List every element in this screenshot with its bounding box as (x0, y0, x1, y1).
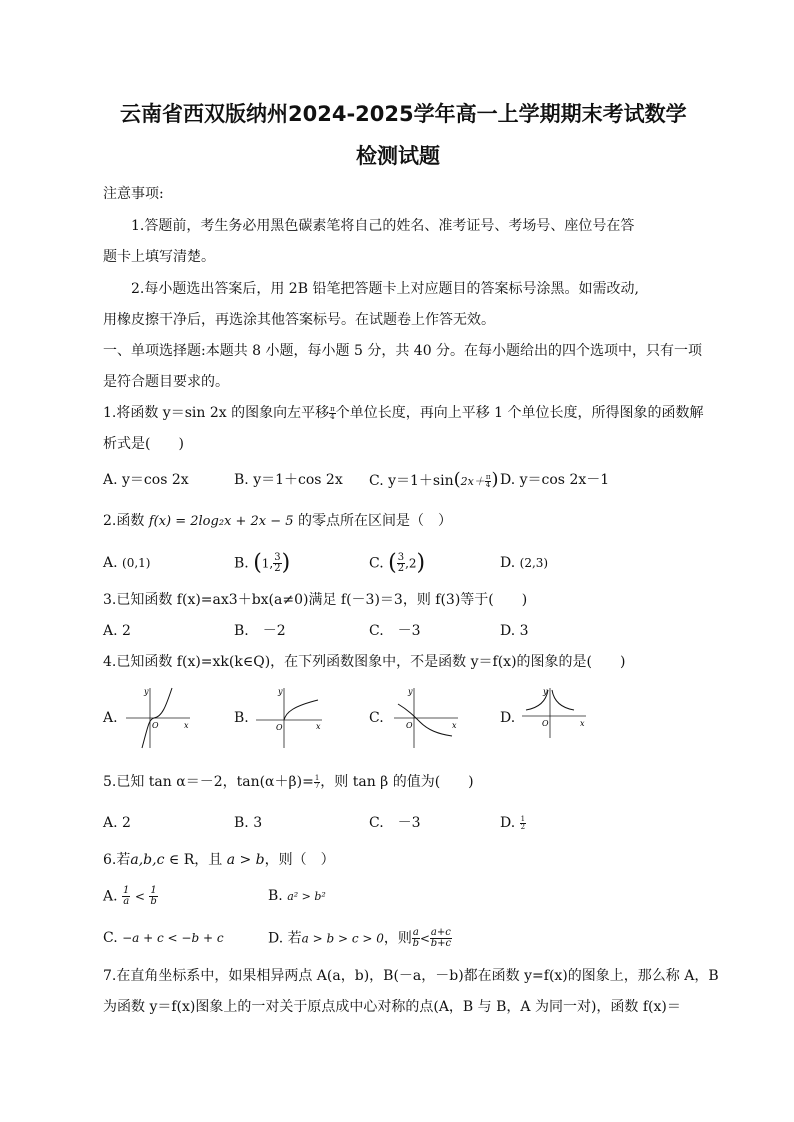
q6-option-d: D. 若a > b > c > 0，则 $\frac{a}{b}$ < $\frac{a+c}{b+c}$ (268, 927, 452, 949)
svg-text:O: O (276, 723, 283, 732)
q4-graph-d (520, 686, 590, 746)
q1-stem-line1: 1.将函数 y＝sin 2x 的图象向左平移 $\frac{\pi}{4}$ 个单位长度，再向上平移 1 个单位长度，所得图象的函数解 (103, 404, 704, 421)
notice2-line2: 用橡皮擦干净后，再选涂其他答案标号。在试题卷上作答无效。 (103, 312, 495, 328)
q3-option-d: D. 3 (500, 623, 529, 639)
notice-heading: 注意事项: (103, 186, 164, 202)
svg-text:O: O (152, 721, 159, 730)
exam-title-line1: 云南省西双版纳州2024-2025学年高一上学期期末考试数学 (120, 102, 687, 126)
q4-graph-c (392, 686, 462, 750)
q5-option-a: A. 2 (103, 815, 131, 831)
section1-line2: 是符合题目要求的。 (103, 374, 229, 390)
q1-option-a: A. y＝cos 2x (103, 472, 189, 488)
exam-title-line2: 检测试题 (356, 144, 440, 168)
q6-option-c: C. −a + c < −b + c (103, 930, 224, 946)
svg-text:x: x (184, 721, 189, 730)
q3-stem: 3.已知函数 f(x)=ax3＋bx(a≠0)满足 f(－3)＝3，则 f(3)等于( ) (103, 592, 528, 608)
q2-option-d: D. (2,3) (500, 555, 549, 571)
q6-stem: 6.若a,b,c ∈ R，且 a > b，则（ ） (103, 852, 335, 868)
q2-option-b: B. (1, $\frac{3}{2}$ ) (234, 550, 291, 576)
notice2-line1: 2.每小题选出答案后，用 2B 铅笔把答题卡上对应题目的答案标号涂黑。如需改动, (131, 281, 639, 297)
q3-option-c: C. －3 (369, 623, 421, 639)
q1-option-d: D. y＝cos 2x－1 (500, 472, 610, 488)
svg-text:y: y (144, 687, 149, 696)
svg-text:y: y (408, 687, 413, 696)
svg-text:O: O (542, 719, 549, 728)
q7-stem-line1: 7.在直角坐标系中，如果相异两点 A(a，b)，B(－a，－b)都在函数 y=f(x)的图象上，那么称 A，B (103, 968, 719, 984)
q2-option-c: C. ( $\frac{3}{2}$ ,2) (369, 550, 426, 576)
q5-option-d: D. $\frac{1}{2}$ (500, 814, 526, 831)
svg-text:x: x (452, 721, 457, 730)
q4-stem: 4.已知函数 f(x)=xk(k∈Q)，在下列函数图象中，不是函数 y＝f(x)的图象的是( ) (103, 654, 626, 670)
svg-text:y: y (278, 687, 283, 696)
q2-option-a: A. (0,1) (103, 555, 151, 571)
q5-option-b: B. 3 (234, 815, 263, 831)
svg-text:y: y (543, 687, 548, 696)
q1-stem-line2: 析式是( ) (103, 436, 184, 452)
q5-option-c: C. －3 (369, 815, 421, 831)
q4-option-d-label: D. (500, 710, 516, 726)
q3-option-a: A. 2 (103, 623, 131, 639)
svg-text:O: O (406, 721, 413, 730)
q4-graph-a (124, 686, 194, 750)
q3-option-b: B. －2 (234, 623, 286, 639)
q4-option-c-label: C. (369, 710, 384, 726)
q4-graph-b (254, 686, 326, 750)
q6-option-a: A. $\frac{1}{a}$ < $\frac{1}{b}$ (103, 885, 157, 907)
q1-option-c: C. y＝1＋sin(2x＋ $\frac{\pi}{4}$ ) (369, 469, 499, 490)
svg-text:x: x (580, 719, 585, 728)
q1-option-b: B. y＝1＋cos 2x (234, 472, 343, 488)
q6-option-b: B. a² > b² (268, 888, 326, 904)
notice1-line2: 题卡上填写清楚。 (103, 249, 215, 265)
q5-fraction: $\frac{1}{7}$ (314, 773, 320, 790)
q4-option-b-label: B. (234, 710, 249, 726)
q1-fraction: $\frac{\pi}{4}$ (330, 404, 335, 421)
q7-stem-line2: 为函数 y＝f(x)图象上的一对关于原点成中心对称的点(A，B 与 B，A 为同一对)，函数 f(x)＝ (103, 999, 681, 1015)
q5-stem: 5.已知 tan α＝－2，tan(α＋β)= $\frac{1}{7}$ ，则 tan β 的值为( ) (103, 773, 474, 790)
notice1-line1: 1.答题前，考生务必用黑色碳素笔将自己的姓名、准考证号、考场号、座位号在答 (131, 218, 635, 234)
q2-stem: 2.函数 f(x) = 2log₂x + 2x − 5 的零点所在区间是（ ） (103, 513, 453, 529)
q4-option-a-label: A. (103, 710, 118, 726)
svg-text:x: x (316, 722, 321, 731)
section1-line1: 一、单项选择题:本题共 8 小题，每小题 5 分，共 40 分。在每小题给出的四个选项中，只有一项 (103, 343, 703, 359)
